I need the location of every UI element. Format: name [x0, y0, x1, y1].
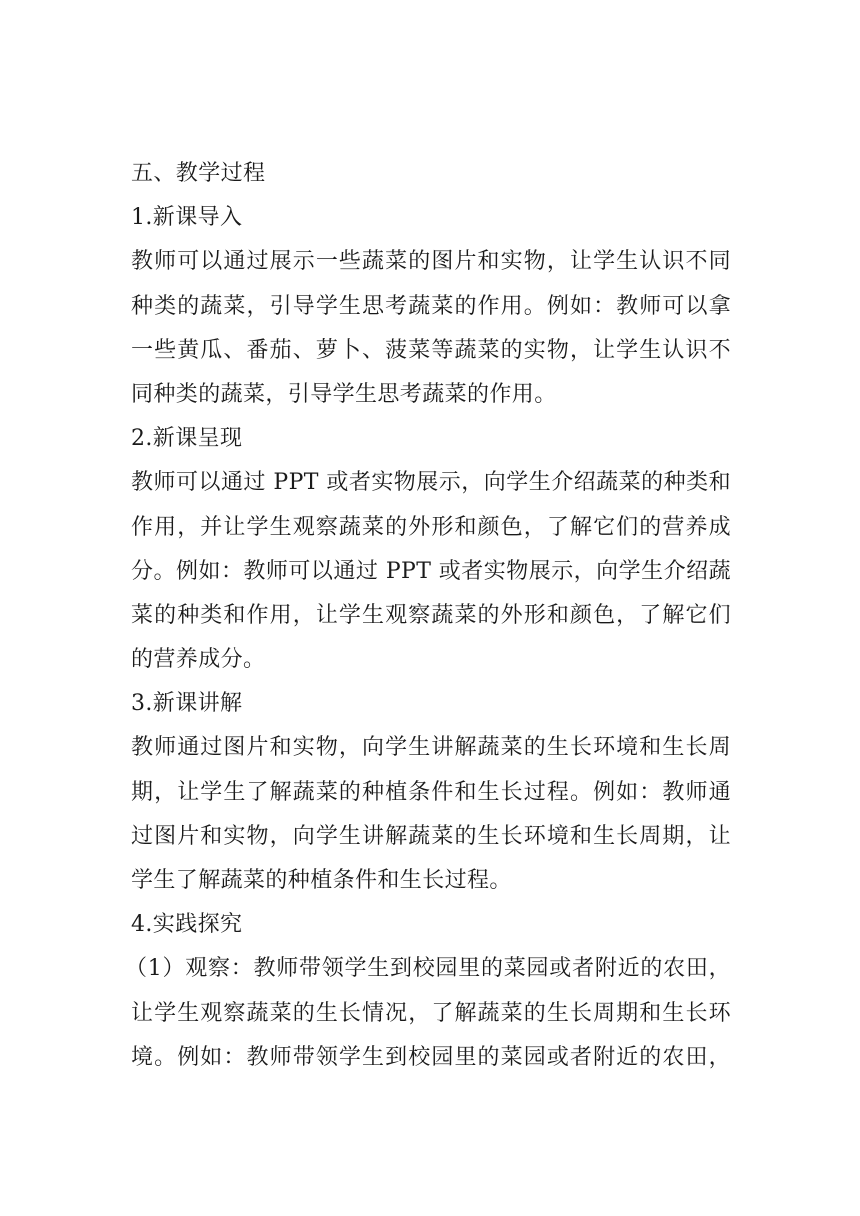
paragraph-line: 作用，并让学生观察蔬菜的外形和颜色，了解它们的营养成: [131, 514, 731, 540]
sub-heading-new-lesson-explanation: 3.新课讲解: [131, 691, 243, 717]
paragraph-line: 一些黄瓜、番茄、萝卜、菠菜等蔬菜的实物，让学生认识不: [131, 337, 731, 363]
paragraph-line: 种类的蔬菜，引导学生思考蔬菜的作用。例如：教师可以拿: [131, 293, 731, 319]
paragraph-line: 境。例如：教师带领学生到校园里的菜园或者附近的农田，: [131, 1044, 731, 1070]
paragraph-line: 期，让学生了解蔬菜的种植条件和生长过程。例如：教师通: [131, 779, 731, 805]
paragraph-line: （1）观察：教师带领学生到校园里的菜园或者附近的农田，: [125, 956, 731, 982]
paragraph-line: 教师可以通过 PPT 或者实物展示，向学生介绍蔬菜的种类和: [131, 470, 731, 496]
sub-heading-new-lesson-presentation: 2.新课呈现: [131, 426, 243, 452]
paragraph-line: 的营养成分。: [131, 647, 266, 673]
sub-heading-practice-exploration: 4.实践探究: [131, 912, 243, 938]
section-heading: 五、教学过程: [131, 161, 266, 186]
sub-heading-new-lesson-intro: 1.新课导入: [131, 205, 243, 231]
paragraph-line: 学生了解蔬菜的种植条件和生长过程。: [131, 868, 512, 893]
paragraph-line: 让学生观察蔬菜的生长情况，了解蔬菜的生长周期和生长环: [131, 1000, 731, 1026]
paragraph-line: 教师可以通过展示一些蔬菜的图片和实物，让学生认识不同: [131, 249, 731, 275]
paragraph-line: 菜的种类和作用，让学生观察蔬菜的外形和颜色，了解它们: [131, 602, 731, 628]
paragraph-line: 同种类的蔬菜，引导学生思考蔬菜的作用。: [131, 381, 557, 407]
paragraph-line: 过图片和实物，向学生讲解蔬菜的生长环境和生长周期，让: [131, 823, 731, 849]
paragraph-line: 分。例如：教师可以通过 PPT 或者实物展示，向学生介绍蔬: [131, 558, 731, 584]
document-body: [125, 152, 731, 1080]
paragraph-line: 教师通过图片和实物，向学生讲解蔬菜的生长环境和生长周: [131, 735, 731, 761]
